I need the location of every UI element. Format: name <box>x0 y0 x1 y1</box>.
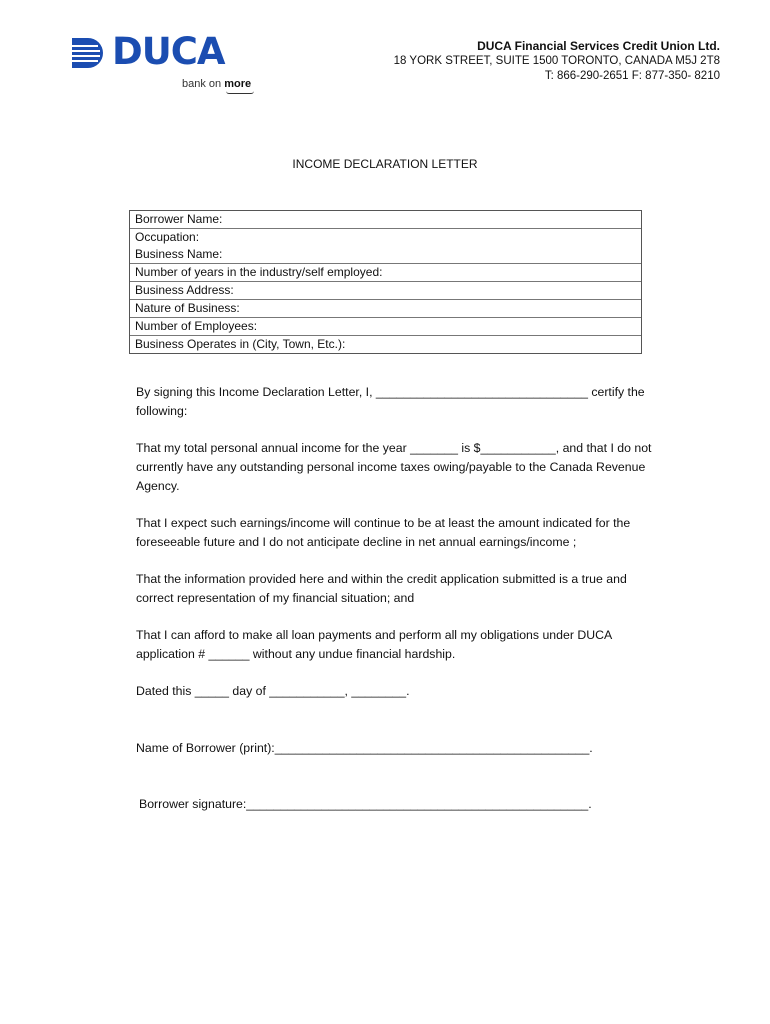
company-address: 18 YORK STREET, SUITE 1500 TORONTO, CANADA M5J 2T8 <box>393 55 720 67</box>
logo-tagline: bank on more <box>182 78 252 90</box>
affordability-paragraph: That I can afford to make all loan payments and perform all my obligations under DUCA application # ______ without any undue financial hardship. <box>136 628 613 661</box>
document-title: INCOME DECLARATION LETTER <box>292 157 478 171</box>
intro-paragraph: By signing this Income Declaration Letter, I, _______________________________ certify the following: <box>136 385 645 418</box>
company-name: DUCA Financial Services Credit Union Ltd. <box>477 39 720 53</box>
company-phone: T: 866-290-2651 F: 877-350- 8210 <box>544 70 720 82</box>
dated-line: Dated this _____ day of ___________, ________. <box>136 684 410 698</box>
income-paragraph: That my total personal annual income for the year _______ is $___________, and that I do not currently have any outstanding personal income taxes owing/payable to the Canada Revenue Agency. <box>136 441 652 493</box>
field-nature-of-business[interactable]: Nature of Business: <box>130 300 641 318</box>
field-borrower-name[interactable]: Borrower Name: <box>130 211 641 229</box>
information-paragraph: That the information provided here and within the credit application submitted is a true and correct representation of my financial situation; and <box>136 572 627 605</box>
company-info <box>394 39 720 84</box>
borrower-name-print-line: Name of Borrower (print):______________________________________________. <box>136 741 593 755</box>
expectation-paragraph: That I expect such earnings/income will continue to be at least the amount indicated for the foreseeable future and I do not anticipate decline in net annual earnings/income ; <box>136 516 631 549</box>
field-business-name[interactable]: Business Name: <box>130 246 641 264</box>
duca-emblem-icon <box>70 36 106 70</box>
field-years-in-industry[interactable]: Number of years in the industry/self employed: <box>130 264 641 282</box>
field-business-address[interactable]: Business Address: <box>130 282 641 300</box>
logo-wordmark: DUCA <box>112 30 225 73</box>
field-occupation[interactable]: Occupation: <box>135 230 200 244</box>
borrower-info-table <box>129 210 642 354</box>
duca-logo <box>70 30 260 96</box>
logo-smile <box>226 91 254 94</box>
field-number-of-employees[interactable]: Number of Employees: <box>130 318 641 336</box>
field-business-operates-in[interactable]: Business Operates in (City, Town, Etc.): <box>135 337 346 351</box>
borrower-signature-line: Borrower signature:__________________________________________________. <box>139 797 592 811</box>
